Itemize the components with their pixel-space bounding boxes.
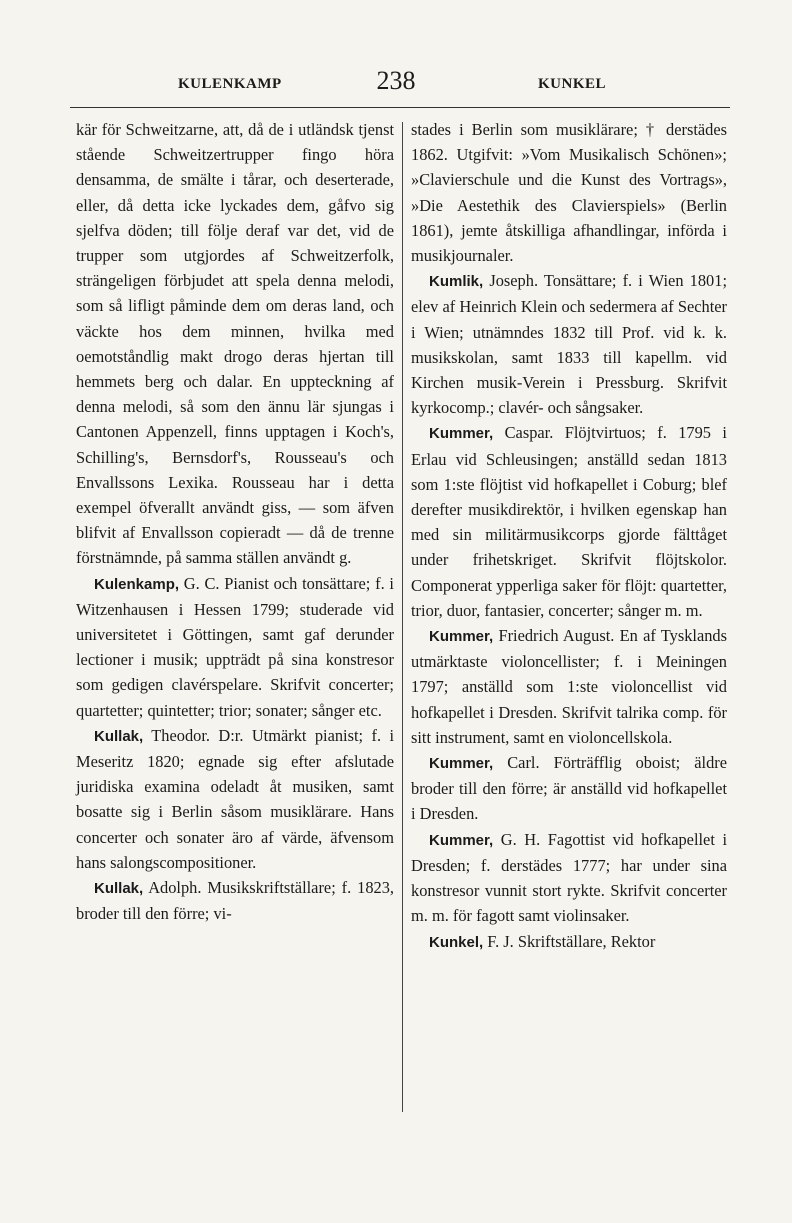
entry-headword: Kullak, — [94, 727, 144, 745]
entry-body: Caspar. Flöjtvirtuos; f. 1795 i Erlau vid Schleusingen; anställd sedan 1813 som 1:ste flöjtist vid hofkapellet i Coburg; blef derefter musikdirektör, i hvilken egenskap han med sin militärmusikcorps gjorde fälttåget under frihetskriget. Skrifvit flöjtskolor. Componerat ypperliga saker för flöjt: quartetter, trior, duor, fantasier, concerter; sånger m. m. — [411, 423, 727, 620]
page-header — [60, 64, 732, 104]
dictionary-entry — [411, 929, 727, 955]
continuation-text: stades i Berlin som musiklärare; † derstädes 1862. Utgifvit: »Vom Musikalisch Schönen»; »Clavierschule und die Kunst des Vortrags», »Die Aestethik des Clavierspiels» (Berlin 1861), jemte åtskilliga afhandlingar, införda i musikjournaler. — [411, 120, 727, 266]
page-number: 238 — [376, 66, 416, 95]
entry-body: G. C. Pianist och tonsättare; f. i Witzenhausen i Hessen 1799; studerade vid universitetet i Göttingen, samt gaf derunder lectioner i musik; uppträdt på sina konstresor som gedigen clavérspelare. Skrifvit concerter; quartetter; quintetter; trior; sonater; sånger etc. — [76, 573, 394, 720]
right-column — [411, 117, 727, 955]
continuation-text: kär för Schweitzarne, att, då de i utländsk tjenst stående Schweitzertrupper fingo höra densamma, de smälte i tårar, och deserterade, eller, då detta icke lyckades dem, gåfvo sig sjelfva döden; till följe deraf var det, vid de trupper som utgjordes af Schweitzerfolk, strängeligen förbjudet att spela denna melodi, som så lifligt påminde dem om deras land, och väckte hos dem minnen, hvilka med oemotståndlig makt drogo deras hjertan till hemmets berg och dalar. En uppteckning af denna melodi, så som den ännu lär sjungas i Cantonen Appenzell, finns upptagen i Koch's, Schilling's, Bernsdorf's, Rousseau's och Envallssons Lexika. Rousseau har i detta exempel öfverallt användt giss, — som äfven blifvit af Envallsson copieradt — då de trenne förstnämnde, på samma ställen användt g. — [76, 120, 394, 568]
running-head-left: KULENKAMP — [178, 76, 282, 92]
entry-headword: Kummer, — [429, 831, 494, 849]
entry-body: Friedrich August. En af Tysklands utmärktaste violoncellister; f. i Meiningen 1797; anställd som 1:ste violoncellist vid hofkapellet i Dresden. Skrifvit talrika comp. för sitt instrument, samt en violoncellskola. — [411, 626, 727, 747]
entry-body: F. J. Skriftställare, Rektor — [483, 931, 656, 951]
left-column — [76, 117, 394, 927]
entry-body: Adolph. Musikskriftställare; f. 1823, broder till den förre; vi- — [76, 878, 394, 924]
entry-headword: Kummer, — [429, 628, 494, 646]
dictionary-entry — [411, 750, 727, 827]
dictionary-entry — [411, 623, 727, 750]
entry-body: Carl. Förträfflig oboist; äldre broder till den förre; är anställd vid hofkapellet i Dresden. — [411, 753, 727, 824]
entry-headword: Kumlik, — [429, 273, 484, 291]
entry-body: Theodor. D:r. Utmärkt pianist; f. i Meseritz 1820; egnade sig efter afslutade juridiska examina odeladt åt musiken, samt bosatte sig i Berlin såsom musiklärare. Hans concerter och sonater äro af värde, äfvensom hans salongscompositioner. — [76, 725, 394, 872]
dictionary-entry — [76, 875, 394, 926]
running-head-right: KUNKEL — [538, 76, 607, 92]
entry-headword: Kullak, — [94, 880, 144, 898]
dictionary-entry — [411, 268, 727, 420]
entry-headword: Kummer, — [429, 755, 494, 773]
entry-body: Joseph. Tonsättare; f. i Wien 1801; elev af Heinrich Klein och sedermera af Sechter i Wien; utnämndes 1832 till Prof. vid k. k. musikskolan, samt 1833 till kapellm. vid Kirchen musik-Verein i Pressburg. Skrifvit kyrkocomp.; clavér- och sångsaker. — [411, 271, 727, 418]
entry-headword: Kulenkamp, — [94, 575, 180, 593]
entry-headword: Kummer, — [429, 425, 494, 443]
dictionary-entry — [411, 827, 727, 929]
entry-headword: Kunkel, — [429, 933, 484, 951]
dictionary-entry — [76, 571, 394, 723]
header-rule — [70, 107, 730, 108]
dictionary-entry — [76, 723, 394, 875]
entry-body: G. H. Fagottist vid hofkapellet i Dresden; f. derstädes 1777; har under sina konstresor vunnit stort rykte. Skrifvit concerter m. m. för fagott samt violinsaker. — [411, 829, 727, 926]
column-divider — [402, 122, 403, 1112]
dictionary-entry — [411, 420, 727, 623]
